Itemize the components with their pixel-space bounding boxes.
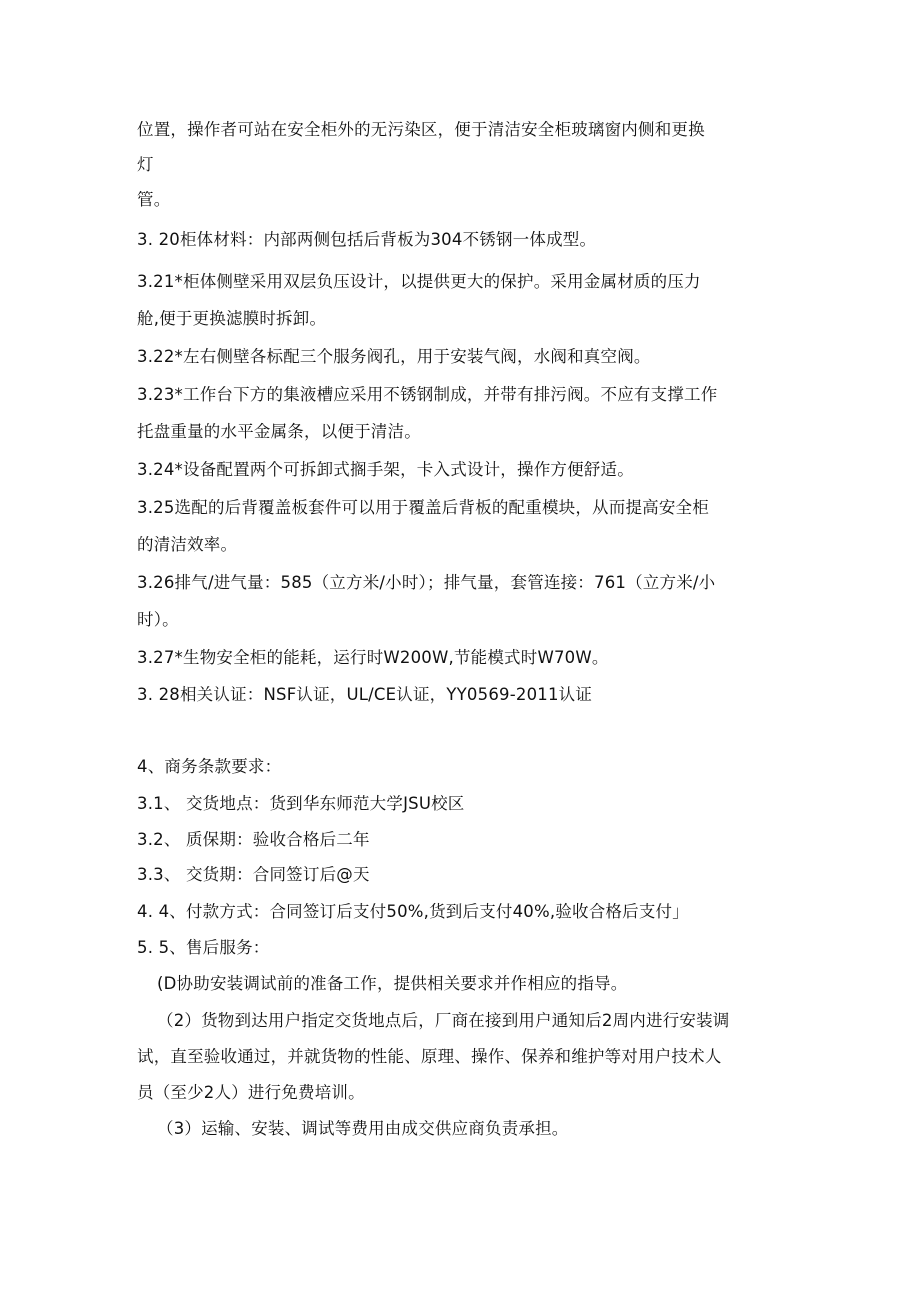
text-line: 3.3、 交货期：合同签订后@天 [137,865,370,884]
text-line: 员（至少2人）进行免费培训。 [137,1083,365,1102]
text-line: (D协助安装调试前的准备工作，提供相关要求并作相应的指导。 [157,974,628,993]
text-line: 灯 [137,155,154,174]
text-line: 试，直至验收通过，并就货物的性能、原理、操作、保养和维护等对用户技术人 [137,1047,722,1066]
text-line: 3. 20柜体材料：内部两侧包括后背板为304不锈钢一体成型。 [137,230,597,249]
text-line: （2）货物到达用户指定交货地点后，厂商在接到用户通知后2周内进行安装调 [157,1011,730,1030]
text-line: 舱,便于更换滤膜时拆卸。 [137,309,327,328]
text-line: 5. 5、售后服务： [137,938,270,957]
text-line: 时）。 [137,610,179,629]
text-line: 3.27*生物安全柜的能耗，运行时W200W,节能模式时W70W。 [137,648,609,667]
text-line: （3）运输、安装、调试等费用由成交供应商负责承担。 [157,1119,569,1138]
text-line: 3.25选配的后背覆盖板套件可以用于覆盖后背板的配重模块，从而提高安全柜 [137,498,709,517]
text-line: 3. 28相关认证：NSF认证，UL/CE认证，YY0569-2011认证 [137,685,593,704]
text-line: 的清洁效率。 [137,535,238,554]
text-line: 管。 [137,190,171,209]
section-heading: 4、商务条款要求： [137,757,282,776]
text-line: 3.23*工作台下方的集液槽应采用不锈钢制成，并带有排污阀。不应有支撑工作 [137,385,718,404]
text-line: 3.22*左右侧壁各标配三个服务阀孔，用于安装气阀，水阀和真空阀。 [137,347,651,366]
text-line: 3.24*设备配置两个可拆卸式搁手架，卡入式设计，操作方便舒适。 [137,460,634,479]
text-line: 3.21*柜体侧壁采用双层负压设计，以提供更大的保护。采用金属材质的压力 [137,272,701,291]
text-line: 3.1、 交货地点：货到华东师范大学JSU校区 [137,794,465,813]
text-line: 4. 4、付款方式：合同签订后支付50%,货到后支付40%,验收合格后支付」 [137,902,689,921]
text-line: 3.2、 质保期：验收合格后二年 [137,830,370,849]
text-line: 托盘重量的水平金属条，以便于清洁。 [137,422,421,441]
text-line: 位置，操作者可站在安全柜外的无污染区，便于清洁安全柜玻璃窗内侧和更换 [137,120,705,139]
text-line: 3.26排气/进气量：585（立方米/小时）；排气量，套管连接：761（立方米/小 [137,573,716,592]
